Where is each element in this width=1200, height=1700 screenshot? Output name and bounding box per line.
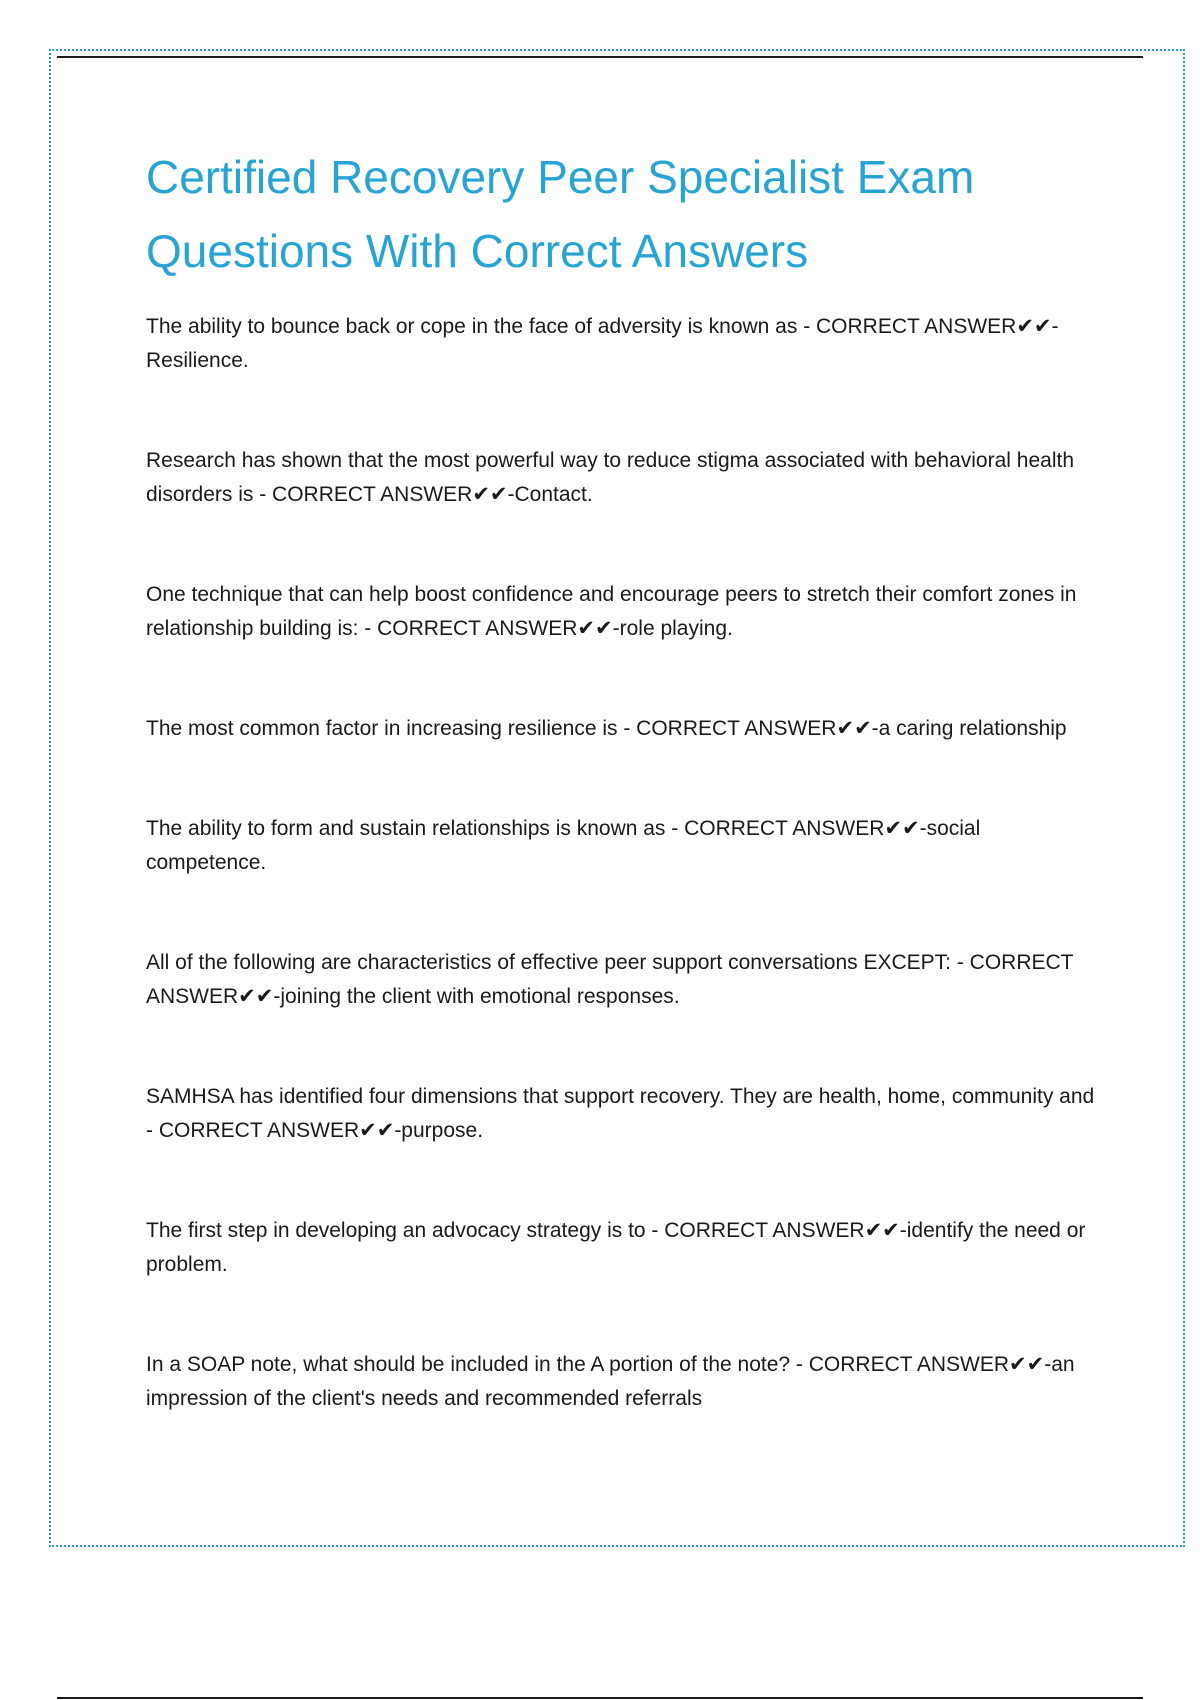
page-title	[146, 140, 1096, 288]
qa-item: The most common factor in increasing resilience is - CORRECT ANSWER✔✔-a caring relationship	[146, 717, 1067, 740]
qa-item: The ability to bounce back or cope in the face of adversity is known as - CORRECT ANSWER✔✔-Resilience.	[146, 315, 1059, 372]
qa-list	[146, 310, 1096, 1416]
qa-item: In a SOAP note, what should be included in the A portion of the note? - CORRECT ANSWER✔✔-an impression of the client's needs and recommended referrals	[146, 1353, 1075, 1410]
title-line-2: Questions With Correct Answers	[146, 225, 809, 277]
qa-item: The first step in developing an advocacy strategy is to - CORRECT ANSWER✔✔-identify the need or problem.	[146, 1219, 1086, 1276]
qa-item: All of the following are characteristics of effective peer support conversations EXCEPT: - CORRECT ANSWER✔✔-joining the client with emotional responses.	[146, 951, 1074, 1008]
title-line-1: Certified Recovery Peer Specialist Exam	[146, 151, 975, 203]
qa-item: The ability to form and sustain relationships is known as - CORRECT ANSWER✔✔-social competence.	[146, 817, 981, 874]
top-rule	[57, 56, 1143, 58]
qa-item: Research has shown that the most powerful way to reduce stigma associated with behavioral health disorders is - CORRECT ANSWER✔✔-Contact.	[146, 449, 1074, 506]
document-body	[146, 140, 1096, 1482]
bottom-rule	[57, 1697, 1143, 1699]
qa-item: SAMHSA has identified four dimensions that support recovery. They are health, home, community and - CORRECT ANSWER✔✔-purpose.	[146, 1085, 1095, 1142]
qa-item: One technique that can help boost confidence and encourage peers to stretch their comfort zones in relationship building is: - CORRECT ANSWER✔✔-role playing.	[146, 583, 1077, 640]
